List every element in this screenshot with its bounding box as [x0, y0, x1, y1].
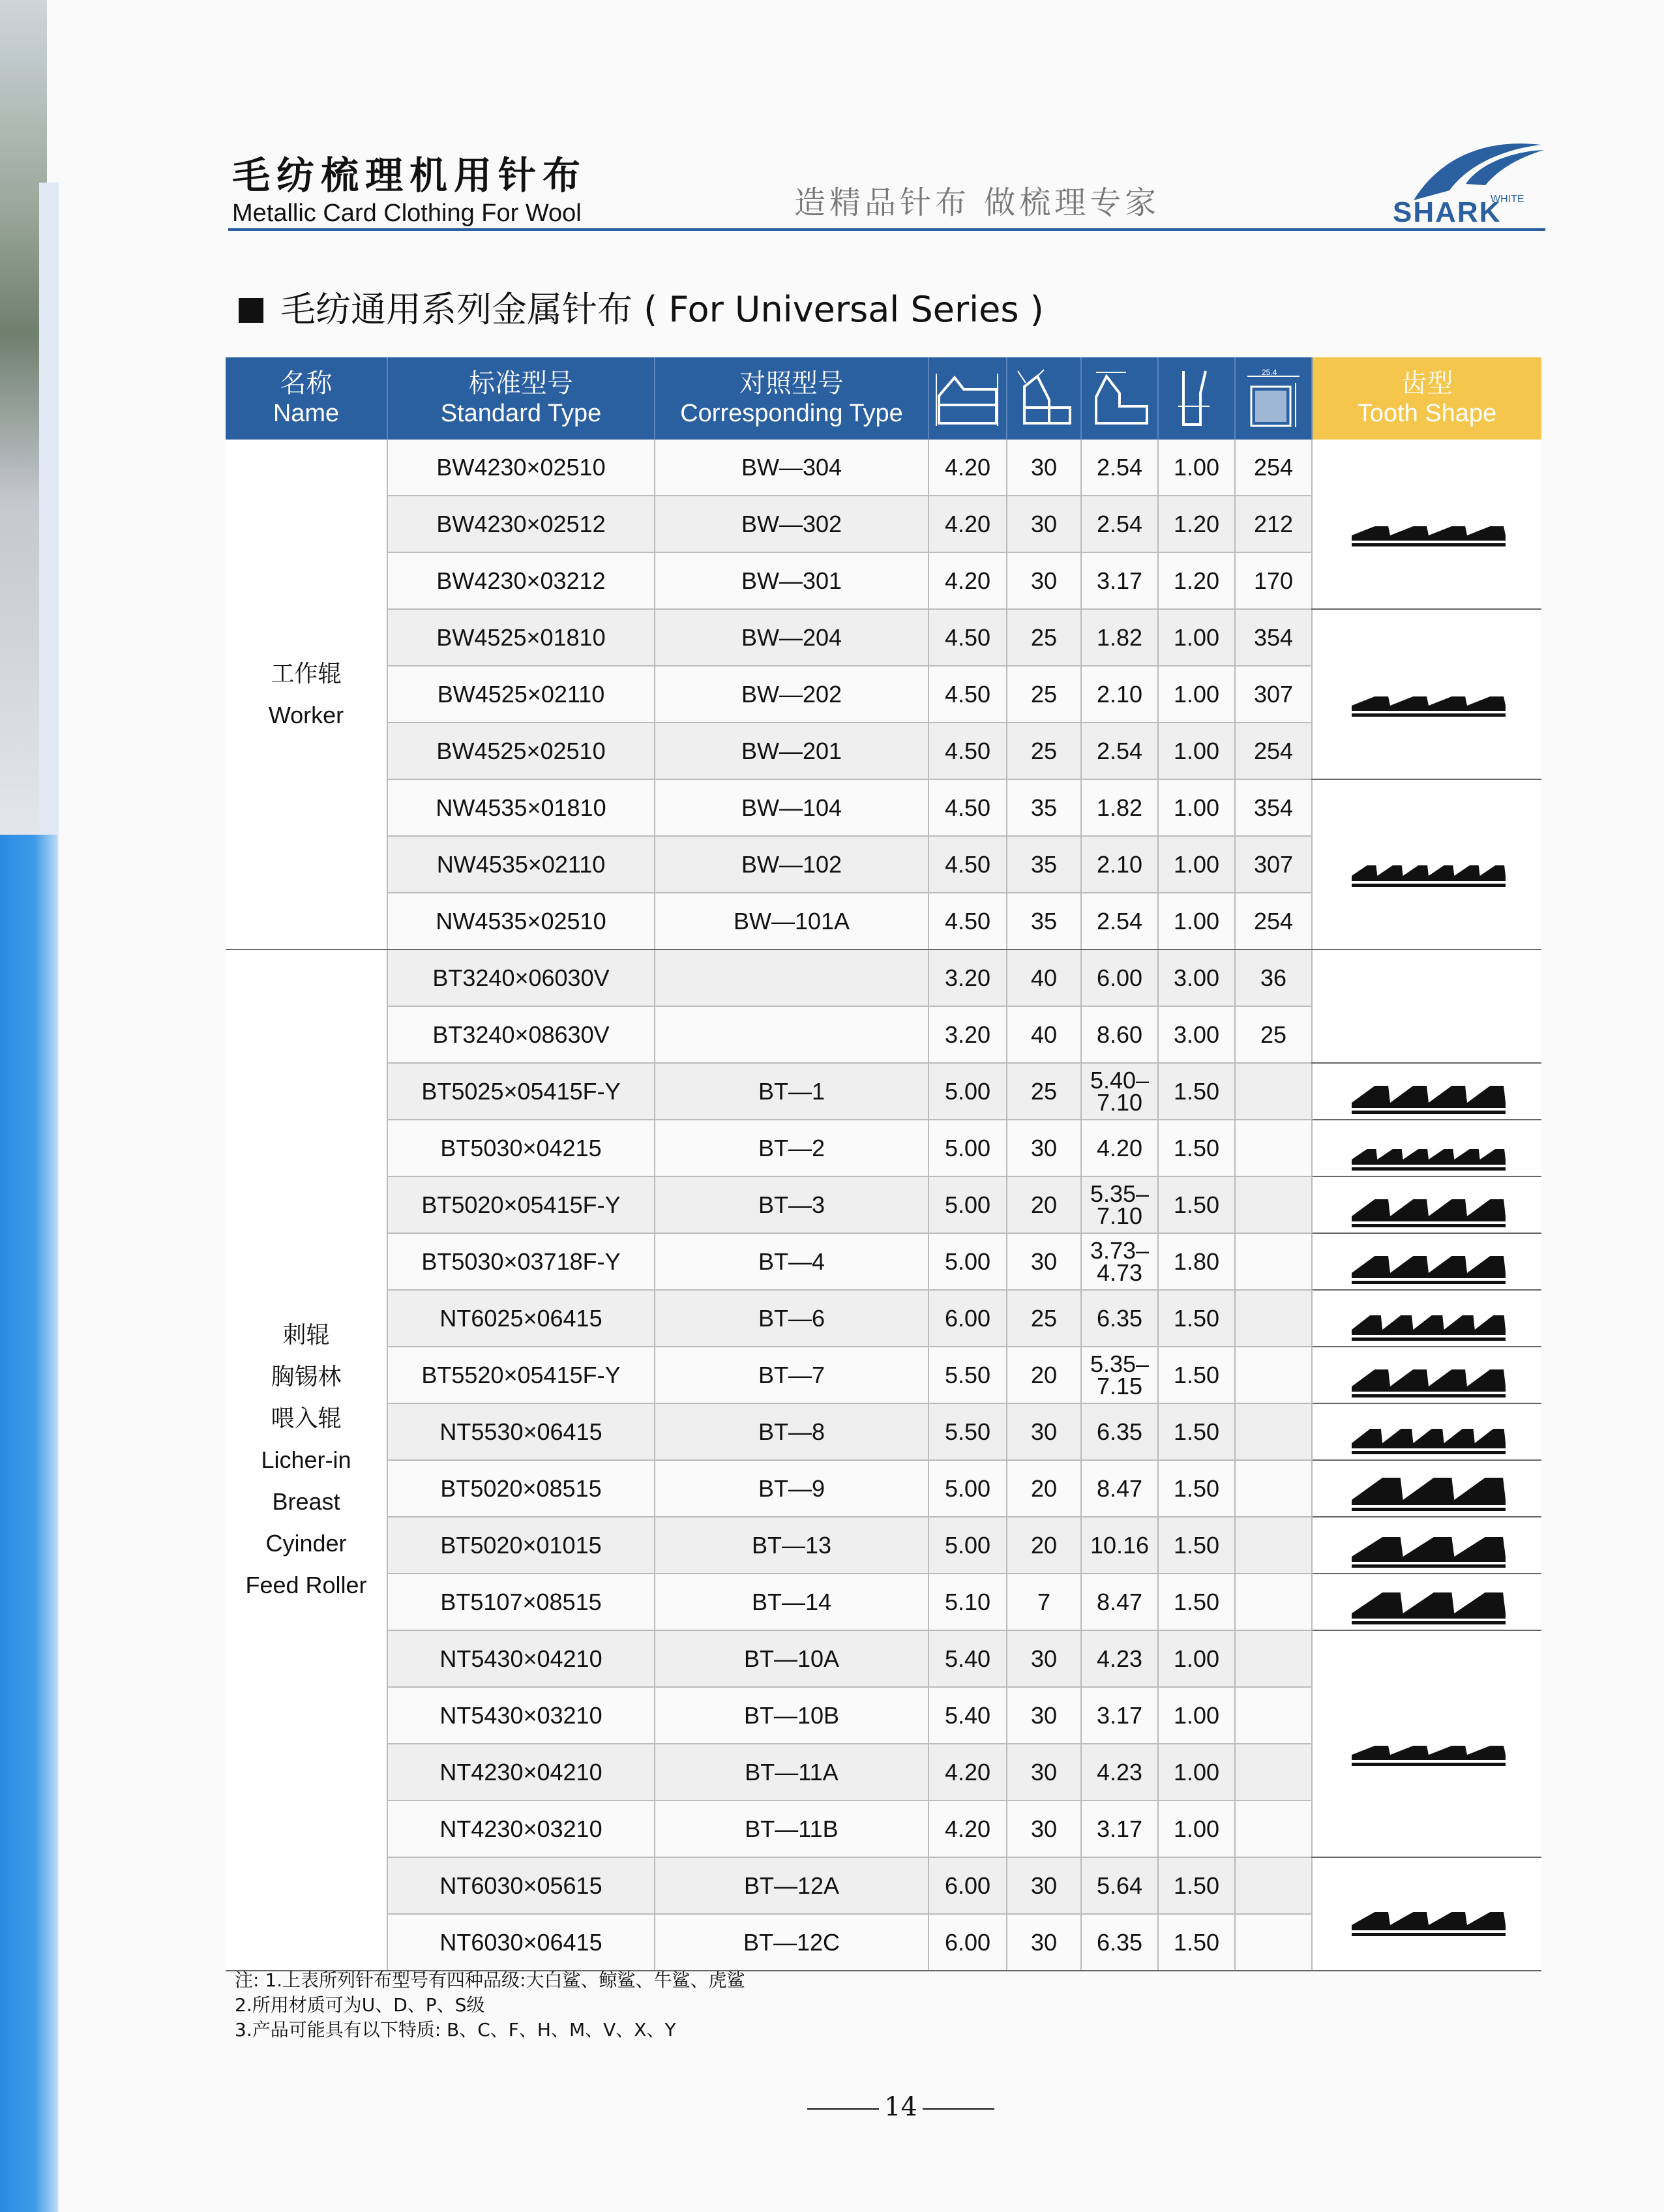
cell-corresponding-type: BT—2	[655, 1120, 929, 1176]
cell-angle: 20	[1007, 1347, 1081, 1403]
cell-pitch: 8.47	[1081, 1574, 1158, 1630]
cell-tooth-shape	[1312, 1574, 1541, 1630]
cell-pitch: 2.10	[1081, 666, 1158, 723]
cell-standard-type: NT4230×03210	[387, 1801, 655, 1857]
cell-corresponding-type: BT—10A	[655, 1630, 929, 1687]
cell-pitch: 1.82	[1081, 779, 1158, 836]
cell-standard-type: NW4535×02110	[387, 836, 655, 893]
cell-standard-type: BW4230×03212	[387, 552, 655, 609]
table-header-row	[226, 357, 1541, 440]
cell-corresponding-type: BW—302	[655, 496, 929, 552]
section-title	[239, 282, 1044, 332]
cell-standard-type: BT5030×04215	[387, 1120, 655, 1176]
cell-corresponding-type: BW—204	[655, 609, 929, 666]
tooth-profile-icon	[1330, 842, 1525, 888]
cell-standard-type: BT5107×08515	[387, 1574, 655, 1630]
cell-total-height: 4.20	[929, 496, 1007, 552]
cell-density	[1235, 1120, 1312, 1176]
col-name: 名称 Name	[226, 357, 387, 440]
cell-corresponding-type: BT—13	[655, 1517, 929, 1574]
cell-standard-type: NT5530×06415	[387, 1403, 655, 1460]
cell-tooth-shape	[1312, 1460, 1541, 1517]
square-bullet-icon	[239, 298, 263, 323]
slogan: 造精品针布 做梳理专家	[794, 185, 1161, 221]
tooth-profile-icon	[1330, 1182, 1525, 1228]
table-row	[226, 440, 1541, 496]
cell-tooth-shape	[1312, 949, 1541, 1063]
cell-total-height: 4.20	[929, 440, 1007, 496]
cell-pitch: 10.16	[1081, 1517, 1158, 1574]
cell-total-height: 5.00	[929, 1517, 1007, 1574]
cell-angle: 35	[1007, 893, 1081, 949]
cell-total-height: 4.20	[929, 1801, 1007, 1857]
cell-total-height: 4.20	[929, 1744, 1007, 1801]
header-rule	[228, 228, 1545, 231]
cell-density: 36	[1235, 949, 1312, 1006]
cell-standard-type: BW4230×02510	[387, 440, 655, 496]
cell-pitch: 5.35– 7.10	[1081, 1176, 1158, 1233]
cell-pitch: 3.17	[1081, 1801, 1158, 1857]
cell-angle: 30	[1007, 496, 1081, 552]
cell-total-height: 3.20	[929, 949, 1007, 1006]
cell-corresponding-type: BT—1	[655, 1063, 929, 1120]
cell-total-height: 6.00	[929, 1857, 1007, 1914]
cell-angle: 30	[1007, 1233, 1081, 1290]
cell-corresponding-type: BW—202	[655, 666, 929, 723]
cell-angle: 25	[1007, 723, 1081, 779]
cell-pitch: 5.64	[1081, 1857, 1158, 1914]
cell-standard-type: NT4230×04210	[387, 1744, 655, 1801]
cell-tooth-shape	[1312, 1403, 1541, 1460]
col-total-height-icon	[929, 357, 1007, 440]
cell-corresponding-type: BT—7	[655, 1347, 929, 1403]
tooth-profile-icon	[1330, 501, 1525, 547]
tooth-profile-icon	[1330, 1466, 1525, 1512]
cell-angle: 30	[1007, 1744, 1081, 1801]
cell-angle: 7	[1007, 1574, 1081, 1630]
cell-angle: 35	[1007, 836, 1081, 893]
logo-main-text: SHARK	[1393, 196, 1502, 223]
cell-width: 1.50	[1158, 1063, 1235, 1120]
cell-density	[1235, 1403, 1312, 1460]
cell-angle: 40	[1007, 1006, 1081, 1063]
cell-standard-type: BW4525×02110	[387, 666, 655, 723]
cell-width: 1.00	[1158, 1630, 1235, 1687]
cell-width: 3.00	[1158, 949, 1235, 1006]
cell-corresponding-type	[655, 949, 929, 1006]
cell-standard-type: BW4525×02510	[387, 723, 655, 779]
cell-pitch: 6.35	[1081, 1914, 1158, 1971]
group-label: Feed Roller	[245, 1572, 367, 1598]
table-row	[226, 949, 1541, 1006]
cell-pitch: 4.20	[1081, 1120, 1158, 1176]
cell-width: 1.00	[1158, 779, 1235, 836]
cell-pitch: 2.54	[1081, 723, 1158, 779]
cell-corresponding-type: BW—304	[655, 440, 929, 496]
cell-tooth-shape	[1312, 1630, 1541, 1857]
cell-width: 1.50	[1158, 1460, 1235, 1517]
cell-corresponding-type: BT—11B	[655, 1801, 929, 1857]
table-body	[226, 440, 1541, 1971]
cell-standard-type: NT6030×06415	[387, 1914, 655, 1971]
cell-pitch: 6.00	[1081, 949, 1158, 1006]
cell-standard-type: NT6025×06415	[387, 1290, 655, 1347]
cell-angle: 25	[1007, 1290, 1081, 1347]
cell-standard-type: NT5430×03210	[387, 1687, 655, 1744]
cell-density: 254	[1235, 440, 1312, 496]
table-row	[226, 1063, 1541, 1120]
col-pitch-icon	[1081, 357, 1158, 440]
table-row	[226, 1290, 1541, 1347]
cell-width: 1.00	[1158, 723, 1235, 779]
cell-width: 1.00	[1158, 893, 1235, 949]
cell-corresponding-type: BT—4	[655, 1233, 929, 1290]
cell-density: 254	[1235, 723, 1312, 779]
cell-pitch: 3.73– 4.73	[1081, 1233, 1158, 1290]
cell-corresponding-type: BT—12C	[655, 1914, 929, 1971]
cell-standard-type: BW4525×01810	[387, 609, 655, 666]
cell-tooth-shape	[1312, 1176, 1541, 1233]
group-label: 喂入辊	[271, 1405, 342, 1431]
cell-total-height: 4.50	[929, 893, 1007, 949]
cell-standard-type: BW4230×02512	[387, 496, 655, 552]
group-worker	[226, 440, 387, 949]
cell-density	[1235, 1687, 1312, 1744]
cell-width: 1.00	[1158, 1801, 1235, 1857]
shark-logo	[1388, 138, 1551, 223]
cell-density: 354	[1235, 609, 1312, 666]
cell-pitch: 8.47	[1081, 1460, 1158, 1517]
cell-pitch: 6.35	[1081, 1290, 1158, 1347]
cell-total-height: 5.50	[929, 1403, 1007, 1460]
cell-width: 1.50	[1158, 1914, 1235, 1971]
cell-density	[1235, 1233, 1312, 1290]
cell-angle: 30	[1007, 1801, 1081, 1857]
logo-small-text: WHITE	[1491, 194, 1524, 205]
cell-standard-type: BT5520×05415F-Y	[387, 1347, 655, 1403]
cell-density	[1235, 1857, 1312, 1914]
cell-pitch: 3.17	[1081, 552, 1158, 609]
cell-tooth-shape	[1312, 609, 1541, 779]
cell-density	[1235, 1630, 1312, 1687]
col-angle-icon	[1007, 357, 1081, 440]
page-number	[802, 2092, 1000, 2122]
cell-standard-type: BT5020×08515	[387, 1460, 655, 1517]
table-row	[226, 1233, 1541, 1290]
cell-pitch: 3.17	[1081, 1687, 1158, 1744]
cell-width: 1.50	[1158, 1857, 1235, 1914]
col-tooth-shape: 齿型 Tooth Shape	[1312, 357, 1541, 440]
tooth-profile-icon	[1330, 1069, 1525, 1114]
cell-standard-type: BT5020×01015	[387, 1517, 655, 1574]
table-row	[226, 1857, 1541, 1914]
cell-corresponding-type: BW—101A	[655, 893, 929, 949]
cell-total-height: 5.00	[929, 1176, 1007, 1233]
cell-pitch: 5.35– 7.15	[1081, 1347, 1158, 1403]
table-row	[226, 1460, 1541, 1517]
cell-angle: 30	[1007, 1120, 1081, 1176]
col-corresponding-type: 对照型号 Corresponding Type	[655, 357, 929, 440]
col-standard-type: 标准型号 Standard Type	[387, 357, 655, 440]
cell-width: 1.50	[1158, 1290, 1235, 1347]
cell-width: 1.50	[1158, 1403, 1235, 1460]
tooth-profile-icon	[1330, 1239, 1525, 1285]
page-number-text: 14	[884, 2092, 917, 2122]
cell-angle: 20	[1007, 1176, 1081, 1233]
cell-tooth-shape	[1312, 1857, 1541, 1971]
cell-width: 1.50	[1158, 1347, 1235, 1403]
cell-angle: 35	[1007, 779, 1081, 836]
cell-tooth-shape	[1312, 1347, 1541, 1403]
tooth-profile-icon	[1330, 1721, 1525, 1767]
cell-density: 254	[1235, 893, 1312, 949]
left-edge-strip	[0, 0, 59, 2212]
cell-pitch: 4.23	[1081, 1744, 1158, 1801]
cell-standard-type: BT3240×06030V	[387, 949, 655, 1006]
cell-total-height: 5.10	[929, 1574, 1007, 1630]
cell-total-height: 5.00	[929, 1063, 1007, 1120]
tooth-profile-icon	[1330, 1353, 1525, 1398]
note-line: 注: 1.上表所列针布型号有四种品级:大白鲨、鲸鲨、牛鲨、虎鲨	[235, 1969, 745, 1991]
cell-pitch: 2.54	[1081, 440, 1158, 496]
page-title-en: Metallic Card Clothing For Wool	[232, 200, 582, 227]
cell-total-height: 4.50	[929, 779, 1007, 836]
cell-width: 1.50	[1158, 1176, 1235, 1233]
table-row	[226, 1574, 1541, 1630]
cell-pitch: 8.60	[1081, 1006, 1158, 1063]
cell-density	[1235, 1290, 1312, 1347]
cell-angle: 30	[1007, 552, 1081, 609]
cell-density	[1235, 1347, 1312, 1403]
cell-total-height: 3.20	[929, 1006, 1007, 1063]
cell-angle: 20	[1007, 1460, 1081, 1517]
cell-density	[1235, 1460, 1312, 1517]
cell-width: 1.00	[1158, 609, 1235, 666]
cell-density	[1235, 1744, 1312, 1801]
cell-width: 1.50	[1158, 1120, 1235, 1176]
table-row	[226, 1630, 1541, 1687]
cell-total-height: 5.50	[929, 1347, 1007, 1403]
spec-table	[226, 357, 1541, 1971]
cell-density: 25	[1235, 1006, 1312, 1063]
cell-standard-type: NW4535×01810	[387, 779, 655, 836]
cell-total-height: 5.00	[929, 1120, 1007, 1176]
cell-density: 354	[1235, 779, 1312, 836]
group-licker-in	[226, 949, 387, 1971]
tooth-profile-icon	[1330, 672, 1525, 717]
page-title-cn: 毛纺梳理机用针布	[232, 153, 587, 198]
note-line: 2.所用材质可为U、D、P、S级	[235, 1994, 485, 2016]
cell-total-height: 5.40	[929, 1630, 1007, 1687]
cell-pitch: 2.10	[1081, 836, 1158, 893]
cell-width: 1.20	[1158, 496, 1235, 552]
cell-corresponding-type: BW—201	[655, 723, 929, 779]
cell-density	[1235, 1517, 1312, 1574]
cell-density	[1235, 1801, 1312, 1857]
cell-pitch: 5.40– 7.10	[1081, 1063, 1158, 1120]
footnotes	[235, 1968, 745, 2042]
cell-angle: 30	[1007, 1914, 1081, 1971]
cell-density: 170	[1235, 552, 1312, 609]
cell-total-height: 6.00	[929, 1914, 1007, 1971]
tooth-profile-icon	[1330, 1126, 1525, 1171]
cell-total-height: 4.50	[929, 723, 1007, 779]
cell-angle: 40	[1007, 949, 1081, 1006]
cell-pitch: 1.82	[1081, 609, 1158, 666]
cell-angle: 25	[1007, 609, 1081, 666]
group-label: Cyinder	[265, 1530, 347, 1557]
cell-width: 1.00	[1158, 440, 1235, 496]
cell-total-height: 4.50	[929, 609, 1007, 666]
cell-standard-type: BT5020×05415F-Y	[387, 1176, 655, 1233]
cell-corresponding-type: BT—14	[655, 1574, 929, 1630]
group-label: Licher-in	[261, 1446, 351, 1473]
cell-density: 307	[1235, 666, 1312, 723]
cell-width: 1.50	[1158, 1517, 1235, 1574]
cell-density: 212	[1235, 496, 1312, 552]
cell-corresponding-type: BT—6	[655, 1290, 929, 1347]
cell-tooth-shape	[1312, 1290, 1541, 1347]
group-label: 胸锡林	[271, 1363, 342, 1390]
table-row	[226, 1176, 1541, 1233]
cell-tooth-shape	[1312, 440, 1541, 609]
cell-standard-type: BT3240×08630V	[387, 1006, 655, 1063]
cell-density	[1235, 1063, 1312, 1120]
group-label: 刺辊	[282, 1321, 330, 1348]
tooth-profile-icon	[1330, 1891, 1525, 1937]
cell-corresponding-type: BT—9	[655, 1460, 929, 1517]
tooth-profile-icon	[1330, 1523, 1525, 1568]
cell-width: 1.80	[1158, 1233, 1235, 1290]
cell-total-height: 6.00	[929, 1290, 1007, 1347]
section-title-text: 毛纺通用系列金属针布 ( For Universal Series )	[280, 289, 1044, 330]
table-row	[226, 609, 1541, 666]
cell-pitch: 2.54	[1081, 496, 1158, 552]
cell-tooth-shape	[1312, 1120, 1541, 1176]
cell-density	[1235, 1176, 1312, 1233]
cell-corresponding-type: BW—301	[655, 552, 929, 609]
cell-total-height: 5.40	[929, 1687, 1007, 1744]
cell-tooth-shape	[1312, 779, 1541, 949]
col-density-icon	[1235, 357, 1312, 440]
cell-angle: 20	[1007, 1517, 1081, 1574]
table-row	[226, 1403, 1541, 1460]
cell-total-height: 4.50	[929, 836, 1007, 893]
table-row	[226, 1517, 1541, 1574]
cell-pitch: 2.54	[1081, 893, 1158, 949]
cell-tooth-shape	[1312, 1063, 1541, 1120]
edge-blue-band	[0, 835, 57, 2212]
cell-density	[1235, 1914, 1312, 1971]
group-label: Breast	[272, 1488, 340, 1515]
cell-width: 1.20	[1158, 552, 1235, 609]
cell-corresponding-type: BT—11A	[655, 1744, 929, 1801]
cell-total-height: 4.20	[929, 552, 1007, 609]
cell-corresponding-type: BT—12A	[655, 1857, 929, 1914]
cell-standard-type: NT6030×05615	[387, 1857, 655, 1914]
cell-angle: 30	[1007, 1687, 1081, 1744]
cell-corresponding-type: BT—8	[655, 1403, 929, 1460]
table-row	[226, 1347, 1541, 1403]
cell-width: 1.00	[1158, 1744, 1235, 1801]
tooth-profile-icon	[1330, 1579, 1525, 1625]
tooth-profile-icon	[1330, 1296, 1525, 1341]
cell-pitch: 6.35	[1081, 1403, 1158, 1460]
cell-angle: 30	[1007, 1403, 1081, 1460]
cell-density: 307	[1235, 836, 1312, 893]
cell-corresponding-type: BW—102	[655, 836, 929, 893]
cell-corresponding-type	[655, 1006, 929, 1063]
cell-tooth-shape	[1312, 1517, 1541, 1574]
cell-total-height: 5.00	[929, 1460, 1007, 1517]
cell-density	[1235, 1574, 1312, 1630]
cell-corresponding-type: BT—3	[655, 1176, 929, 1233]
cell-pitch: 4.23	[1081, 1630, 1158, 1687]
cell-width: 1.00	[1158, 1687, 1235, 1744]
cell-width: 1.00	[1158, 666, 1235, 723]
cell-corresponding-type: BW—104	[655, 779, 929, 836]
cell-total-height: 4.50	[929, 666, 1007, 723]
cell-angle: 25	[1007, 1063, 1081, 1120]
cell-standard-type: BT5030×03718F-Y	[387, 1233, 655, 1290]
tooth-profile-icon	[1330, 1409, 1525, 1455]
cell-angle: 25	[1007, 666, 1081, 723]
cell-angle: 30	[1007, 440, 1081, 496]
svg-text:25.4: 25.4	[1262, 368, 1277, 377]
cell-tooth-shape	[1312, 1233, 1541, 1290]
cell-width: 3.00	[1158, 1006, 1235, 1063]
cell-total-height: 5.00	[929, 1233, 1007, 1290]
note-line: 3.产品可能具有以下特质: B、C、F、H、M、V、X、Y	[235, 2019, 676, 2040]
table-row	[226, 779, 1541, 836]
cell-standard-type: NW4535×02510	[387, 893, 655, 949]
cell-standard-type: NT5430×04210	[387, 1630, 655, 1687]
cell-width: 1.00	[1158, 836, 1235, 893]
group-label: Worker	[268, 701, 344, 728]
group-label: 工作辊	[271, 659, 342, 687]
cell-angle: 30	[1007, 1630, 1081, 1687]
cell-corresponding-type: BT—10B	[655, 1687, 929, 1744]
cell-width: 1.50	[1158, 1574, 1235, 1630]
col-width-icon	[1158, 357, 1235, 440]
table-row	[226, 1120, 1541, 1176]
cell-standard-type: BT5025×05415F-Y	[387, 1063, 655, 1120]
cell-angle: 30	[1007, 1857, 1081, 1914]
